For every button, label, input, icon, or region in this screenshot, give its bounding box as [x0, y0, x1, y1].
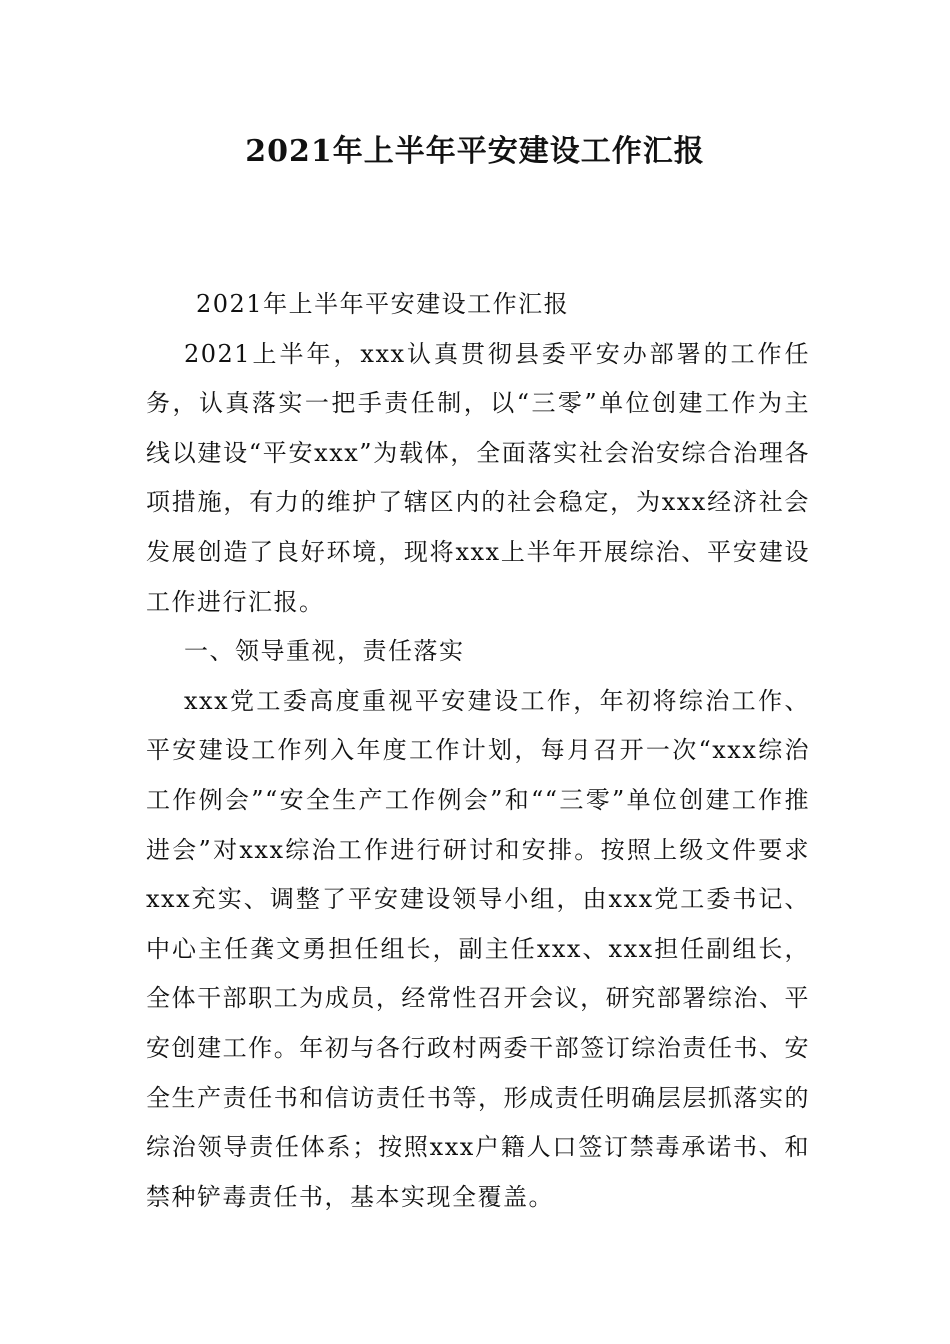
section-paragraph: xxx党工委高度重视平安建设工作，年初将综治工作、平安建设工作列入年度工作计划，每月召开一次“xxx综治工作例会”“安全生产工作例会”和““三零”单位创建工作推进会”对xxx综治工作进行研讨和安排。按照上级文件要求xxx充实、调整了平安建设领导小组，由xxx党工委书记、中心主任龚文勇担任组长，副主任xxx、xxx担任副组长，全体干部职工为成员，经常性召开会议，研究部署综治、平安创建工作。年初与各行政村两委干部签订综治责任书、安全生产责任书和信访责任书等，形成责任明确层层抓落实的综治领导责任体系；按照xxx户籍人口签订禁毒承诺书、和禁种铲毒责任书，基本实现全覆盖。 — [146, 686, 810, 1211]
section-heading: 一、领导重视，责任落实 — [184, 637, 465, 666]
intro-paragraph: 2021上半年，xxx认真贯彻县委平安办部署的工作任务，认真落实一把手责任制，以“三零”单位创建工作为主线以建设“平安xxx”为载体，全面落实社会治安综合治理各项措施，有力的维护了辖区内的社会稳定，为xxx经济社会发展创造了良好环境，现将xxx上半年开展综治、平安建设工作进行汇报。 — [146, 339, 810, 616]
document-body — [146, 280, 810, 1222]
body-heading: 2021年上半年平安建设工作汇报 — [196, 290, 570, 318]
document-title: 2021年上半年平安建设工作汇报 — [245, 134, 705, 169]
